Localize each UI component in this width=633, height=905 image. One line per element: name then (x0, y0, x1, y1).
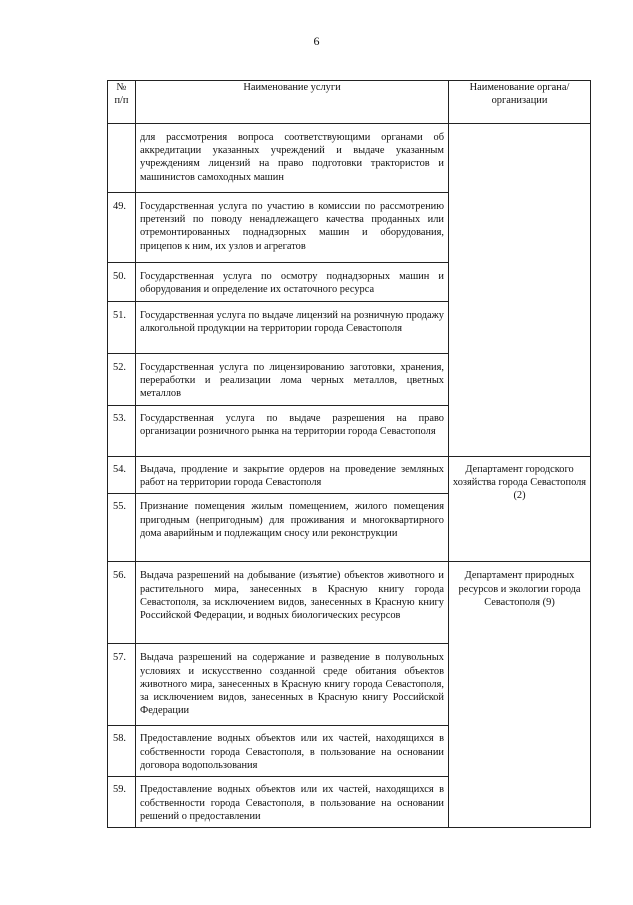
row-number: 54. (108, 457, 136, 494)
service-name: Государственная услуга по лицензированию заготовки, хранения, переработки и реализации лома черных металлов, цветных металлов (136, 354, 449, 406)
service-name: Государственная услуга по выдаче разрешения на право организации розничного рынка на территории города Севастополя (136, 406, 449, 457)
header-organization: Наименование органа/организации (449, 81, 591, 124)
service-name: Выдача разрешений на добывание (изъятие) объектов животного и растительного мира, занесенных в Красную книгу города Севастополя, за исключением видов, занесенных в Красную книгу Российской Федерации, и водных биологических ресурсов (136, 562, 449, 644)
service-name: Признание помещения жилым помещением, жилого помещения пригодным (непригодным) для проживания и многоквартирного дома аварийным и подлежащим сносу или реконструкции (136, 494, 449, 562)
header-number: № п/п (108, 81, 136, 124)
row-number: 56. (108, 562, 136, 644)
row-number: 55. (108, 494, 136, 562)
row-number: 50. (108, 263, 136, 302)
organization-name: Департамент природных ресурсов и экологии города Севастополя (9) (449, 562, 591, 828)
service-name: Предоставление водных объектов или их частей, находящихся в собственности города Севастополя, в пользование на основании решений о предоставлении (136, 777, 449, 828)
service-name: Государственная услуга по участию в комиссии по рассмотрению претензий по поводу ненадлежащего качества проданных или отремонтированных поднадзорных машин и оборудования, прицепов к ним, их узлов и агрегатов (136, 193, 449, 263)
organization-cell-empty (449, 124, 591, 457)
organization-name: Департамент городского хозяйства города Севастополя (2) (449, 457, 591, 562)
table-row (108, 562, 591, 644)
table-header-row (108, 81, 591, 124)
row-number: 51. (108, 302, 136, 354)
service-name: Государственная услуга по выдаче лицензий на розничную продажу алкогольной продукции на территории города Севастополя (136, 302, 449, 354)
service-name: Выдача разрешений на содержание и разведение в полувольных условиях и искусственно созданной среде обитания объектов животного мира, занесенных в Красную книгу города Севастополя, за исключением видов, занесенных в Красную книгу Российской Федерации (136, 644, 449, 726)
row-number: 52. (108, 354, 136, 406)
service-name: для рассмотрения вопроса соответствующими органами об аккредитации указанных учреждений и выдаче указанным учреждениям лицензий на право подготовки трактористов и машинистов самоходных машин (136, 124, 449, 193)
row-number (108, 124, 136, 193)
page-number: 6 (313, 34, 320, 48)
row-number: 57. (108, 644, 136, 726)
table-row (108, 457, 591, 494)
row-number: 59. (108, 777, 136, 828)
service-name: Государственная услуга по осмотру поднадзорных машин и оборудования и определение их остаточного ресурса (136, 263, 449, 302)
header-service-name: Наименование услуги (136, 81, 449, 124)
services-table (107, 80, 591, 828)
service-name: Выдача, продление и закрытие ордеров на проведение земляных работ на территории города Севастополя (136, 457, 449, 494)
row-number: 49. (108, 193, 136, 263)
row-number: 58. (108, 726, 136, 777)
table-row (108, 124, 591, 193)
row-number: 53. (108, 406, 136, 457)
service-name: Предоставление водных объектов или их частей, находящихся в собственности города Севастополя, в пользование на основании договора водопользования (136, 726, 449, 777)
